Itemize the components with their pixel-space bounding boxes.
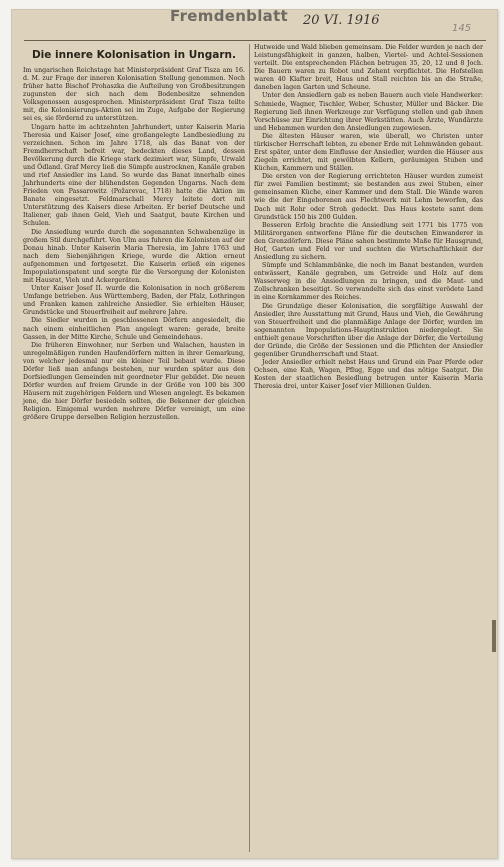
article-paragraph: Die ältesten Häuser waren, wie überall, wo Christen unter türkischer Herrschaft lebten, zu ebener Erde mit Lehmwänden gebaut. Erst später, unter dem Einflusse der Ansiedler, wurden die Häuser aus Ziegeln errichtet, mit gewölbten Kellern, geräumigen Stuben und Küchen, Kammern und Ställen. [254,132,483,173]
article-column-right [254,44,483,391]
article-paragraph: Hutweide und Wald blieben gemeinsam. Die Felder wurden je nach der Leistungsfähigkeit in ganzen, halben, Viertel- und Achtel-Sessionen verteilt. Die entsprechenden Flächen betrugen 35, 20, 12 und 8 Joch. Die Bauern waren zu Robot und Zehent verpflichtet. Die Hofstellen waren 40 Klafter breit, Haus und Stall reichten bis an die Straße, daneben lagen Garten und Scheune. [254,44,483,92]
article-paragraph: Sümpfe und Schlammbänke, die noch im Banat bestanden, wurden entwässert, Kanäle gegraben, um Getreide und Holz auf dem Wasserweg in die Ansiedlungen zu bringen, und die Maut- und Zollschranken beseitigt. So verwandelte sich das einst verödete Land in eine Kornkammer des Reiches. [254,262,483,302]
article-paragraph: Die früheren Einwohner, nur Serben und Walachen, hausten in unregelmäßigen runden Haufendörfern mitten in ihrer Gemarkung, von welcher jedesmal nur ein kleiner Teil bebaut wurde. Diese Dörfer ließ man anfangs bestehen, nur wurden später aus den Dorfsiedlungen Gemeinden mit geordneter Flur gebildet. Die neuen Dörfer wurden auf freiem Grunde in der Größe von 100 bis 300 Häusern mit zugehörigen Feldern und Wiesen angelegt. Es bekamen jene, die hier Dörfer besiedeln sollten, die Bekenner der gleichen Religion. Einigemal wurden mehrere Dörfer vereinigt, um eine größere Gruppe derselben Religion herzustellen. [23,341,245,422]
margin-mark [492,620,496,652]
article-paragraph: Jeder Ansiedler erhielt nebst Haus und Grund ein Paar Pferde oder Ochsen, eine Kuh, Wagen, Pflug, Egge und das nötige Saatgut. Die Kosten der staatlichen Besiedlung betrugen unter Kaiserin Maria Theresia drei, unter Kaiser Josef vier Millionen Gulden. [254,359,483,391]
article-paragraph: Unter den Ansiedlern gab es neben Bauern auch viele Handwerker: Schmiede, Wagner, Tischler, Weber, Schuster, Müller und Bäcker. Die Regierung ließ ihnen Werkzeuge zur Verfügung stellen und gab ihnen Vorschüsse zur Einrichtung ihrer Werkstätten. Auch Ärzte, Wundärzte und Hebammen wurden den Ansiedlungen zugewiesen. [254,92,483,132]
article-headline: Die innere Kolonisation in Ungarn. [31,49,237,61]
article-paragraph: Die ersten von der Regierung errichteten Häuser wurden zumeist für zwei Familien bestimmt; sie bestanden aus zwei Stuben, einer gemeinsamen Küche, einer Kammer und dem Stall. Die Wände waren wie die der Eingeborenen aus Flechtwerk mit Lehm beworfen, das Dach mit Rohr oder Stroh gedeckt. Das Haus kostete samt dem Grundstück 150 bis 200 Gulden. [254,173,483,221]
top-rule [24,40,486,41]
article-paragraph: Im ungarischen Reichstage hat Ministerpräsident Graf Tisza am 16. d. M. zur Frage der inneren Kolonisation Stellung genommen. Noch früher hatte Bischof Prohaszka die Aufteilung von Großbesitzungen zugunsten der sich nach dem Bodenbesitze sehnenden Volksgenossen ausgesprochen. Ministerpräsident Graf Tisza teilte mit, die Kolonisierungs-Aktion sei im Zuge, Aufgabe der Regierung sei es, sie fördernd zu unterstützen. [23,67,245,123]
column-divider [249,44,250,852]
article-column-left [23,44,245,422]
article-paragraph: Die Siedler wurden in geschlossenen Dörfern angesiedelt, die nach einem einheitlichen Plan angelegt waren: gerade, breite Gassen, in der Mitte Kirche, Schule und Gemeindehaus. [23,317,245,341]
article-paragraph: Unter Kaiser Josef II. wurde die Kolonisation in noch größerem Umfange betrieben. Aus Württemberg, Baden, der Pfalz, Lothringen und Franken kamen zahlreiche Ansiedler. Sie erhielten Häuser, Grundstücke und Steuerfreiheit auf mehrere Jahre. [23,285,245,317]
article-paragraph: Die Ansiedlung wurde durch die sogenannten Schwabenzüge in großem Stil durchgeführt. Von Ulm aus fuhren die Kolonisten auf der Donau hinab. Unter Kaiserin Maria Theresia, im Jahre 1763 und nach dem Siebenjährigen Kriege, wurde die Aktion erneut aufgenommen und fortgesetzt. Die Kaiserin erließ ein eigenes Impopulationspatent und sorgte für die Versorgung der Kolonisten mit Hausrat, Vieh und Ackergeräten. [23,228,245,285]
article-paragraph: Besseren Erfolg brachte die Ansiedlung seit 1771 bis 1775 von Militärorganen entworfene Pläne für die deutschen Einwanderer in den Grenzdörfern. Diese Pläne sahen bestimmte Maße für Hausgrund, Hof, Garten und Feld vor und suchten die Wirtschaftlichkeit der Ansiedlung zu sichern. [254,221,483,262]
archive-number: 145 [452,23,472,34]
handwritten-date: 20 VI. 1916 [303,13,380,28]
newspaper-masthead: Fremdenblatt [170,7,289,25]
article-paragraph: Die Grundzüge dieser Kolonisation, die sorgfältige Auswahl der Ansiedler, ihre Ausstattung mit Grund, Haus und Vieh, die Gewährung von Steuerfreiheit und die planmäßige Anlage der Dörfer, wurden im sogenannten Impopulations-Hauptinstruktion niedergelegt. Sie enthielt genaue Vorschriften über die Anlage der Dörfer, die Verteilung der Gründe, die Größe der Sessionen und die Pflichten der Ansiedler gegenüber Grundherrschaft und Staat. [254,302,483,358]
article-paragraph: Ungarn hatte im achtzehnten Jahrhundert, unter Kaiserin Maria Theresia und Kaiser Josef, eine großangelegte Landbesiedlung zu verzeichnen. Schon im Jahre 1718, als das Banat von der Fremdherrschaft befreit war, bedeckten dieses Land, dessen Bevölkerung durch die Kriege stark dezimiert war, Sümpfe, Urwald und Ödland. Graf Mercy ließ die Sümpfe austrocknen, Kanäle graben und rief Ansiedler ins Land. So wurde das Banat innerhalb eines Jahrhunderts eine der blühendsten Gegenden Ungarns. Nach dem Frieden von Passarowitz (Požarevac, 1718) hatte die Aktion im Banate eingesetzt. Feldmarschall Mercy leitete dort mit Unterstützung des Kaisers diese Arbeiten. Er berief Deutsche und Italiener, gab ihnen Geld, Vieh und Saatgut, baute Kirchen und Schulen. [23,123,245,228]
